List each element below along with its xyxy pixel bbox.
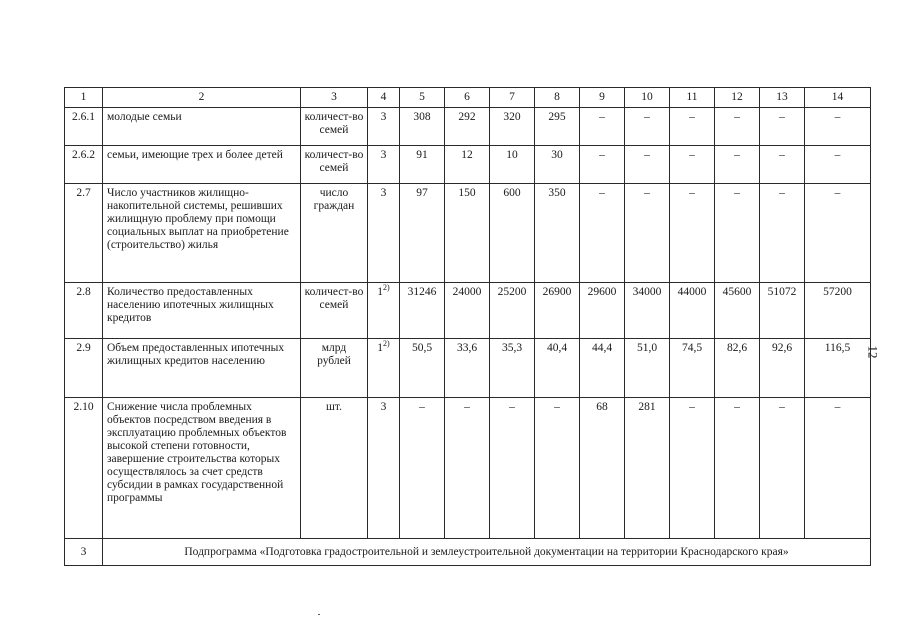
value-cell: 29600: [580, 283, 625, 339]
value-cell: –: [760, 184, 805, 283]
source-cell: [368, 108, 400, 146]
value-cell: 34000: [625, 283, 670, 339]
source-value: 1: [377, 286, 384, 298]
row-number-cell: 2.6.1: [65, 108, 103, 146]
source-footnote: 2): [383, 283, 390, 293]
unit-cell: млрд рублей: [301, 339, 368, 398]
value-cell: 116,5: [805, 339, 871, 398]
header-cell: 14: [805, 88, 871, 108]
value-cell: –: [760, 398, 805, 539]
value-cell: –: [625, 108, 670, 146]
unit-cell: число граждан: [301, 184, 368, 283]
source-cell: [368, 184, 400, 283]
value-cell: –: [625, 146, 670, 184]
source-footnote: 2): [383, 339, 390, 349]
value-cell: –: [670, 146, 715, 184]
table-row: [65, 184, 871, 283]
header-row: [65, 88, 871, 108]
page-number: 12: [865, 345, 881, 359]
value-cell: 44000: [670, 283, 715, 339]
value-cell: 10: [490, 146, 535, 184]
value-cell: 26900: [535, 283, 580, 339]
indicator-name-cell: семьи, имеющие трех и более детей: [103, 146, 301, 184]
source-value: 1: [377, 342, 384, 354]
value-cell: –: [580, 146, 625, 184]
value-cell: –: [580, 108, 625, 146]
value-cell: 97: [400, 184, 445, 283]
source-cell: [368, 398, 400, 539]
source-value: 3: [380, 149, 387, 161]
value-cell: 45600: [715, 283, 760, 339]
header-cell: 12: [715, 88, 760, 108]
value-cell: 68: [580, 398, 625, 539]
value-cell: –: [670, 184, 715, 283]
value-cell: –: [805, 146, 871, 184]
row-number-cell: 2.10: [65, 398, 103, 539]
header-cell: 10: [625, 88, 670, 108]
value-cell: –: [670, 398, 715, 539]
value-cell: 292: [445, 108, 490, 146]
header-cell: 1: [65, 88, 103, 108]
row-number-cell: 2.6.2: [65, 146, 103, 184]
indicator-name-cell: Снижение числа проблемных объектов посредством введения в эксплуатацию проблемных объектов высокой степени готовности, завершение строительства которых осуществлялось за счет средств субсидии в рамках государственной программы: [103, 398, 301, 539]
value-cell: 600: [490, 184, 535, 283]
scan-speck: [318, 614, 320, 615]
value-cell: 33,6: [445, 339, 490, 398]
value-cell: –: [670, 108, 715, 146]
value-cell: 50,5: [400, 339, 445, 398]
value-cell: 51,0: [625, 339, 670, 398]
value-cell: –: [715, 146, 760, 184]
table-row: [65, 398, 871, 539]
indicator-name-cell: Объем предоставленных ипотечных жилищных кредитов населению: [103, 339, 301, 398]
value-cell: 82,6: [715, 339, 760, 398]
header-cell: 7: [490, 88, 535, 108]
value-cell: 51072: [760, 283, 805, 339]
header-cell: 9: [580, 88, 625, 108]
source-cell: [368, 339, 400, 398]
value-cell: –: [805, 398, 871, 539]
section-title-cell: Подпрограмма «Подготовка градостроительной и землеустроительной документации на территории Краснодарского края»: [103, 539, 871, 566]
row-number-cell: 2.8: [65, 283, 103, 339]
value-cell: –: [400, 398, 445, 539]
header-cell: 6: [445, 88, 490, 108]
source-cell: [368, 283, 400, 339]
value-cell: 350: [535, 184, 580, 283]
table-row: [65, 283, 871, 339]
indicators-table: [64, 87, 871, 566]
value-cell: –: [445, 398, 490, 539]
value-cell: 31246: [400, 283, 445, 339]
section-number-cell: 3: [65, 539, 103, 566]
value-cell: –: [805, 184, 871, 283]
indicator-name-cell: Число участников жилищно-накопительной системы, решивших жилищную проблему при помощи социальных выплат на приобретение (строительство) жилья: [103, 184, 301, 283]
table-row: [65, 108, 871, 146]
table-row: [65, 146, 871, 184]
value-cell: 74,5: [670, 339, 715, 398]
source-cell: [368, 146, 400, 184]
value-cell: –: [760, 146, 805, 184]
header-cell: 4: [368, 88, 400, 108]
header-cell: 2: [103, 88, 301, 108]
unit-cell: количест-во семей: [301, 283, 368, 339]
header-cell: 5: [400, 88, 445, 108]
indicator-name-cell: молодые семьи: [103, 108, 301, 146]
header-cell: 13: [760, 88, 805, 108]
value-cell: –: [490, 398, 535, 539]
value-cell: 35,3: [490, 339, 535, 398]
value-cell: –: [715, 184, 760, 283]
value-cell: 57200: [805, 283, 871, 339]
value-cell: 295: [535, 108, 580, 146]
unit-cell: количест-во семей: [301, 146, 368, 184]
value-cell: 44,4: [580, 339, 625, 398]
value-cell: –: [760, 108, 805, 146]
value-cell: 91: [400, 146, 445, 184]
value-cell: 12: [445, 146, 490, 184]
source-value: 3: [380, 187, 387, 199]
value-cell: –: [715, 108, 760, 146]
value-cell: –: [715, 398, 760, 539]
unit-cell: шт.: [301, 398, 368, 539]
unit-cell: количест-во семей: [301, 108, 368, 146]
value-cell: –: [535, 398, 580, 539]
header-cell: 8: [535, 88, 580, 108]
value-cell: 308: [400, 108, 445, 146]
value-cell: 150: [445, 184, 490, 283]
value-cell: 24000: [445, 283, 490, 339]
header-cell: 11: [670, 88, 715, 108]
value-cell: 92,6: [760, 339, 805, 398]
value-cell: –: [625, 184, 670, 283]
value-cell: –: [805, 108, 871, 146]
row-number-cell: 2.7: [65, 184, 103, 283]
value-cell: 281: [625, 398, 670, 539]
source-value: 3: [380, 111, 387, 123]
value-cell: 320: [490, 108, 535, 146]
source-value: 3: [380, 401, 387, 413]
table-row: [65, 339, 871, 398]
value-cell: –: [580, 184, 625, 283]
section-row: [65, 539, 871, 566]
header-cell: 3: [301, 88, 368, 108]
value-cell: 25200: [490, 283, 535, 339]
value-cell: 40,4: [535, 339, 580, 398]
value-cell: 30: [535, 146, 580, 184]
row-number-cell: 2.9: [65, 339, 103, 398]
indicator-name-cell: Количество предоставленных населению ипотечных жилищных кредитов: [103, 283, 301, 339]
